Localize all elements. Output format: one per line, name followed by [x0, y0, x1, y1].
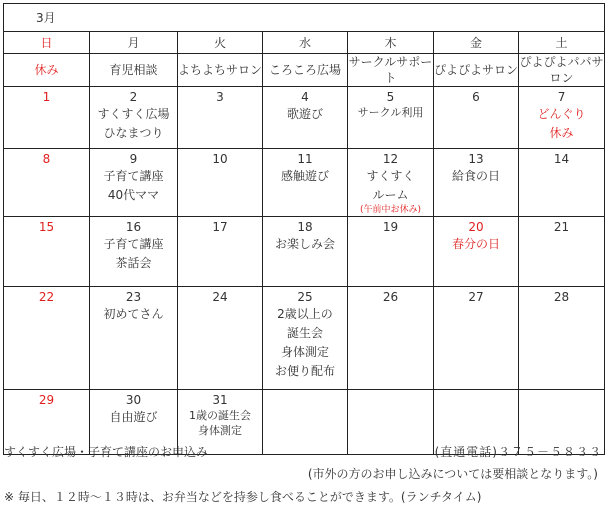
day-number: 30: [125, 393, 142, 407]
week-row: [4, 287, 605, 390]
day-cell: [519, 217, 605, 287]
weekday-activity: 育児相談: [90, 54, 178, 87]
day-cell: [4, 217, 90, 287]
day-cell: [519, 149, 605, 217]
weekday-header-row: [4, 32, 605, 54]
day-cell: [348, 149, 434, 217]
event-text: ルーム: [372, 188, 409, 202]
weekday-activity-row: [4, 54, 605, 87]
event-text: すくすく: [366, 169, 415, 183]
day-number: 16: [125, 220, 142, 234]
day-cell: [178, 149, 263, 217]
day-cell: [348, 87, 434, 149]
event-text: どんぐり: [537, 107, 586, 121]
day-number: 17: [212, 220, 228, 234]
day-number: 29: [38, 393, 55, 407]
day-cell: [4, 149, 90, 217]
event-text: 身体測定: [198, 424, 242, 437]
event-text: (午前中お休み): [359, 205, 422, 215]
month-title: 3月: [4, 4, 605, 32]
week-row: [4, 217, 605, 287]
weekday-activity: 休み: [4, 54, 90, 87]
day-cell: [90, 287, 178, 390]
event-text: 感触遊び: [280, 169, 329, 183]
day-number: 19: [382, 220, 399, 234]
application-note: すくすく広場・子育て講座のお申込み: [4, 445, 209, 459]
day-cell: [519, 287, 605, 390]
event-text: お便り配布: [274, 364, 335, 378]
day-number: 8: [42, 152, 51, 166]
day-number: 25: [297, 290, 313, 304]
weekday-header: 水: [263, 32, 348, 54]
event-text: 初めてさん: [103, 307, 164, 321]
week-row: [4, 149, 605, 217]
day-cell: [263, 287, 348, 390]
event-text: 子育て講座: [103, 237, 164, 251]
event-text: 1歳の誕生会: [189, 409, 251, 422]
day-number: 18: [297, 220, 313, 234]
day-number: 20: [468, 220, 484, 234]
event-text: 誕生会: [286, 326, 323, 340]
day-number: 31: [212, 393, 228, 407]
phone-number: (直通電話)３７５－５８３３: [434, 445, 602, 459]
event-text: 2歳以上の: [277, 307, 333, 321]
event-text: 自由遊び: [109, 410, 158, 424]
day-number: 11: [297, 152, 313, 166]
day-number: 1: [42, 90, 51, 104]
day-cell: [348, 217, 434, 287]
weekday-header: 火: [178, 32, 263, 54]
weekday-activity: ころころ広場: [263, 54, 348, 87]
outside-city-note: (市外の方のお申し込みについては要相談となります。): [307, 467, 598, 481]
day-number: 23: [125, 290, 142, 304]
event-text: ひなまつり: [103, 126, 164, 140]
day-number: 12: [382, 152, 399, 166]
day-cell: [263, 149, 348, 217]
day-cell: [90, 149, 178, 217]
weekday-header: 土: [519, 32, 605, 54]
day-number: 3: [216, 90, 224, 104]
day-cell: [434, 217, 519, 287]
weekday-header: 金: [434, 32, 519, 54]
event-text: 歌遊び: [286, 107, 323, 121]
day-number: 28: [553, 290, 570, 304]
day-number: 9: [129, 152, 138, 166]
week-row: [4, 87, 605, 149]
day-cell: [90, 217, 178, 287]
day-cell: [434, 287, 519, 390]
day-number: 10: [212, 152, 228, 166]
day-number: 7: [557, 90, 566, 104]
event-text: 休み: [549, 126, 574, 140]
event-text: 春分の日: [451, 237, 500, 251]
event-text: すくすく広場: [97, 107, 170, 121]
day-cell: [178, 87, 263, 149]
day-number: 27: [468, 290, 484, 304]
weekday-header: 日: [4, 32, 90, 54]
day-cell: [434, 87, 519, 149]
day-number: 26: [382, 290, 399, 304]
event-text: サークル利用: [357, 106, 424, 119]
weekday-activity: よちよちサロン: [178, 54, 263, 87]
day-cell: [519, 87, 605, 149]
day-cell: [263, 87, 348, 149]
day-cell: [348, 390, 434, 455]
day-cell: [263, 217, 348, 287]
day-number: 21: [553, 220, 570, 234]
day-number: 24: [212, 290, 228, 304]
weekday-activity: ぴよぴよサロン: [434, 54, 519, 87]
day-cell: [90, 87, 178, 149]
lunch-time-note: ※ 毎日、１２時～１３時は、お弁当などを持参し食べることができます。(ランチタイム): [4, 490, 482, 504]
day-cell: [4, 287, 90, 390]
event-text: 身体測定: [280, 345, 329, 359]
day-cell: [178, 287, 263, 390]
event-text: 茶話会: [115, 256, 152, 270]
day-cell: [178, 217, 263, 287]
day-number: 5: [386, 90, 395, 104]
weekday-header: 木: [348, 32, 434, 54]
day-number: 22: [38, 290, 55, 304]
event-text: 子育て講座: [103, 169, 164, 183]
event-text: 給食の日: [451, 169, 500, 183]
day-number: 4: [301, 90, 309, 104]
day-number: 13: [468, 152, 484, 166]
day-cell: [263, 390, 348, 455]
day-cell: [434, 149, 519, 217]
event-text: お楽しみ会: [274, 237, 335, 251]
calendar-table: [3, 3, 605, 455]
day-number: 6: [472, 90, 480, 104]
day-number: 2: [129, 90, 138, 104]
day-cell: [348, 287, 434, 390]
day-cell: [4, 87, 90, 149]
day-number: 14: [553, 152, 570, 166]
weekday-activity: サークルサポート: [348, 55, 433, 85]
event-text: 40代ママ: [107, 188, 160, 202]
day-number: 15: [38, 220, 55, 234]
weekday-activity: ぴよぴよパパサロン: [519, 55, 604, 85]
weekday-header: 月: [90, 32, 178, 54]
